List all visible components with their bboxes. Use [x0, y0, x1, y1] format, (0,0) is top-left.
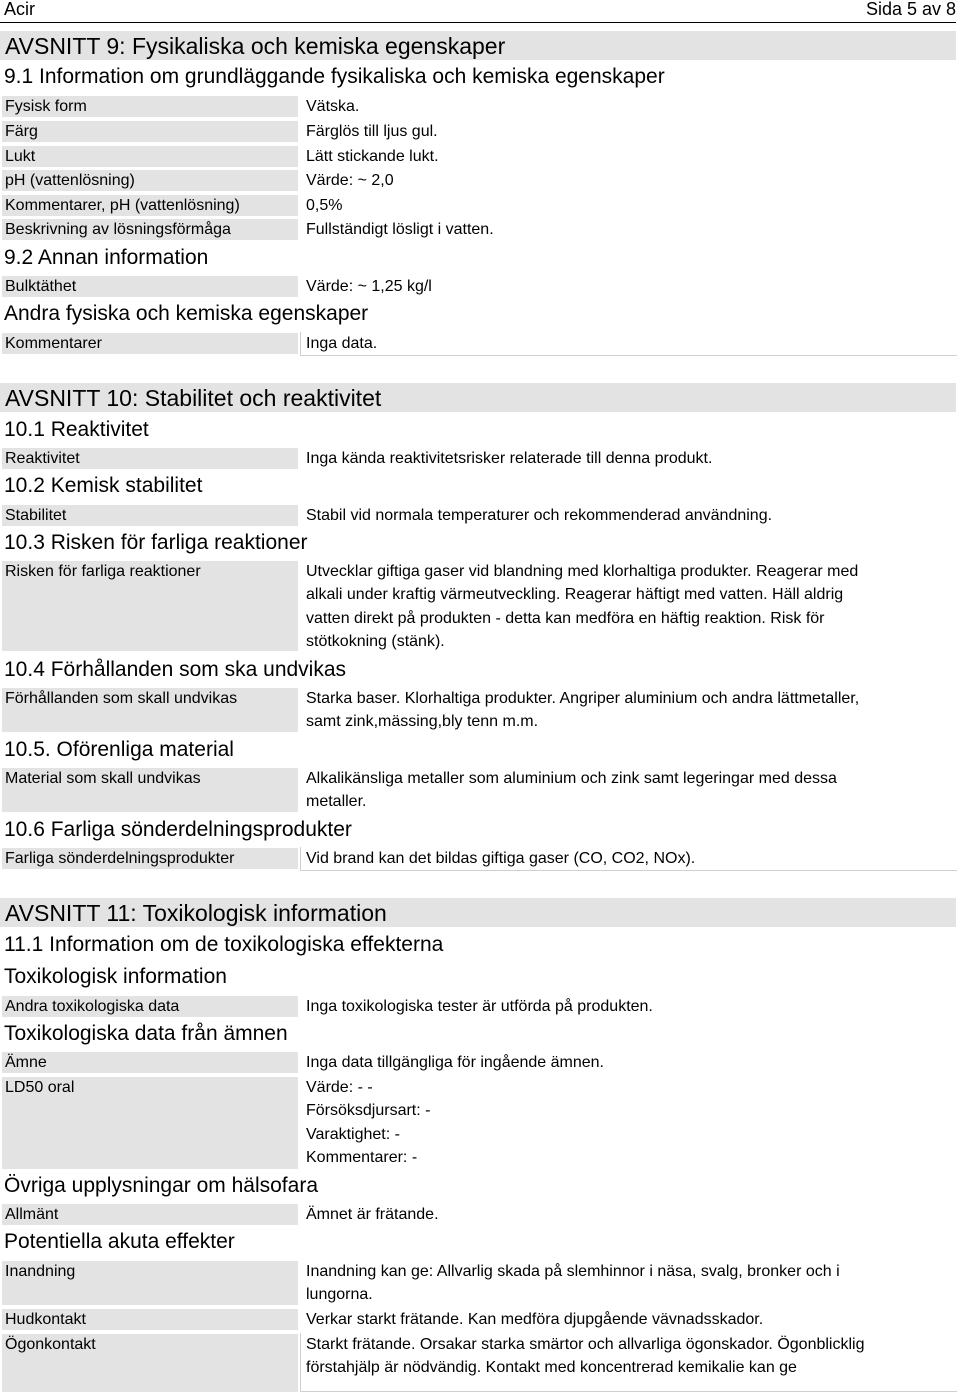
label-other-tox-data: Andra toxikologiska data	[2, 996, 298, 1017]
label-incompatible-materials: Material som skall undvikas	[2, 768, 298, 812]
label-physical-form: Fysisk form	[2, 96, 298, 117]
text-line: Kommentarer: -	[306, 1149, 418, 1167]
label-ld50-oral: LD50 oral	[2, 1077, 298, 1169]
other-health-hazard-heading: Övriga upplysningar om hälsofara	[4, 1174, 318, 1197]
text-line: förstahjälp är nödvändig. Kontakt med koncentrerad kemikalie kan ge	[306, 1359, 797, 1377]
value-comments: Inga data.	[306, 335, 378, 352]
section-11-title: AVSNITT 11: Toxikologisk information	[0, 898, 956, 927]
text-line: Alkalikänsliga metaller som aluminium och zink samt legeringar med dessa	[306, 770, 837, 787]
text-line: stötkokning (stänk).	[306, 633, 445, 651]
text-line: Inandning kan ge: Allvarlig skada på slemhinnor i näsa, svalg, bronker och i	[306, 1263, 840, 1280]
text-line: Försöksdjursart: -	[306, 1102, 431, 1120]
value-inhalation	[306, 1260, 926, 1307]
decomposition-frame	[300, 847, 957, 871]
value-ph-comments: 0,5%	[306, 197, 343, 214]
text-line: metaller.	[306, 793, 367, 811]
toxicological-info-heading: Toxikologisk information	[4, 965, 227, 988]
other-properties-heading: Andra fysiska och kemiska egenskaper	[4, 302, 369, 325]
value-general: Ämnet är frätande.	[306, 1206, 439, 1223]
section-10-4-heading: 10.4 Förhållanden som ska undvikas	[4, 658, 347, 681]
section-9-1-heading: 9.1 Information om grundläggande fysikaliska och kemiska egenskaper	[4, 65, 665, 88]
value-decomposition-products: Vid brand kan det bildas giftiga gaser (CO, CO2, NOx).	[306, 850, 696, 867]
label-general: Allmänt	[2, 1204, 298, 1225]
section-10-1-heading: 10.1 Reaktivitet	[4, 418, 149, 441]
label-color: Färg	[2, 121, 298, 142]
company-name: Acir	[4, 0, 35, 19]
label-inhalation: Inandning	[2, 1261, 298, 1305]
text-line: vatten direkt på produkten - detta kan medföra en häftig reaktion. Risk för	[306, 609, 825, 627]
label-ph-comments: Kommentarer, pH (vattenlösning)	[2, 195, 298, 216]
label-odor: Lukt	[2, 146, 298, 167]
text-line: Värde: - -	[306, 1079, 373, 1096]
text-line: Starka baser. Klorhaltiga produkter. Angriper aluminium och andra lättmetaller,	[306, 690, 860, 707]
text-line: samt zink,mässing,bly tenn m.m.	[306, 713, 539, 731]
tox-data-substances-heading: Toxikologiska data från ämnen	[4, 1022, 288, 1045]
text-line: alkali under kraftig värmeutveckling. Reagerar häftigt med vatten. Häll aldrig	[306, 586, 844, 604]
text-line: Utvecklar giftiga gaser vid blandning med klorhaltiga produkter. Reagerar med	[306, 563, 859, 580]
acute-effects-heading: Potentiella akuta effekter	[4, 1230, 235, 1253]
label-solubility: Beskrivning av lösningsförmåga	[2, 219, 298, 240]
section-10-5-heading: 10.5. Oförenliga material	[4, 738, 234, 761]
value-odor: Lätt stickande lukt.	[306, 148, 439, 165]
label-skin-contact: Hudkontakt	[2, 1309, 298, 1330]
value-incompatible-materials	[306, 767, 926, 814]
value-color: Färglös till ljus gul.	[306, 123, 438, 140]
value-substance: Inga data tillgängliga för ingående ämnen.	[306, 1054, 604, 1071]
label-eye-contact: Ögonkontakt	[2, 1334, 298, 1392]
section-9-title: AVSNITT 9: Fysikaliska och kemiska egenskaper	[0, 31, 956, 60]
eye-contact-frame	[300, 1333, 957, 1392]
value-skin-contact: Verkar starkt frätande. Kan medföra djupgående vävnadsskador.	[306, 1311, 764, 1328]
label-hazardous-reactions: Risken för farliga reaktioner	[2, 561, 298, 651]
text-line: Starkt frätande. Orsakar starka smärtor och allvarliga ögonskador. Ögonblicklig	[306, 1336, 865, 1353]
section-10-2-heading: 10.2 Kemisk stabilitet	[4, 474, 203, 497]
value-reactivity: Inga kända reaktivitetsrisker relaterade till denna produkt.	[306, 450, 713, 467]
value-physical-form: Vätska.	[306, 98, 360, 115]
value-other-tox-data: Inga toxikologiska tester är utförda på produkten.	[306, 998, 653, 1015]
section-9-2-heading: 9.2 Annan information	[4, 246, 209, 269]
page-number: Sida 5 av 8	[865, 0, 956, 19]
section-10-title: AVSNITT 10: Stabilitet och reaktivitet	[0, 383, 956, 412]
value-hazardous-reactions	[306, 560, 926, 654]
value-solubility: Fullständigt lösligt i vatten.	[306, 221, 494, 238]
label-decomposition-products: Farliga sönderdelningsprodukter	[2, 848, 298, 869]
value-stability: Stabil vid normala temperaturer och rekommenderad användning.	[306, 507, 773, 524]
text-line: lungorna.	[306, 1286, 373, 1304]
value-bulk-density: Värde: ~ 1,25 kg/l	[306, 278, 432, 295]
label-stability: Stabilitet	[2, 505, 298, 526]
label-conditions-to-avoid: Förhållanden som skall undvikas	[2, 688, 298, 732]
label-ph: pH (vattenlösning)	[2, 170, 298, 191]
value-ph: Värde: ~ 2,0	[306, 172, 394, 189]
label-bulk-density: Bulktäthet	[2, 276, 298, 297]
text-line: Varaktighet: -	[306, 1125, 400, 1143]
header-divider	[0, 22, 956, 23]
section-11-1-heading: 11.1 Information om de toxikologiska effekterna	[4, 933, 444, 956]
section-10-6-heading: 10.6 Farliga sönderdelningsprodukter	[4, 818, 352, 841]
value-conditions-to-avoid	[306, 687, 926, 734]
label-comments: Kommentarer	[2, 333, 298, 354]
label-reactivity: Reaktivitet	[2, 448, 298, 469]
value-ld50-oral	[306, 1076, 926, 1170]
label-substance: Ämne	[2, 1052, 298, 1073]
section-10-3-heading: 10.3 Risken för farliga reaktioner	[4, 531, 308, 554]
comments-frame	[300, 332, 957, 356]
